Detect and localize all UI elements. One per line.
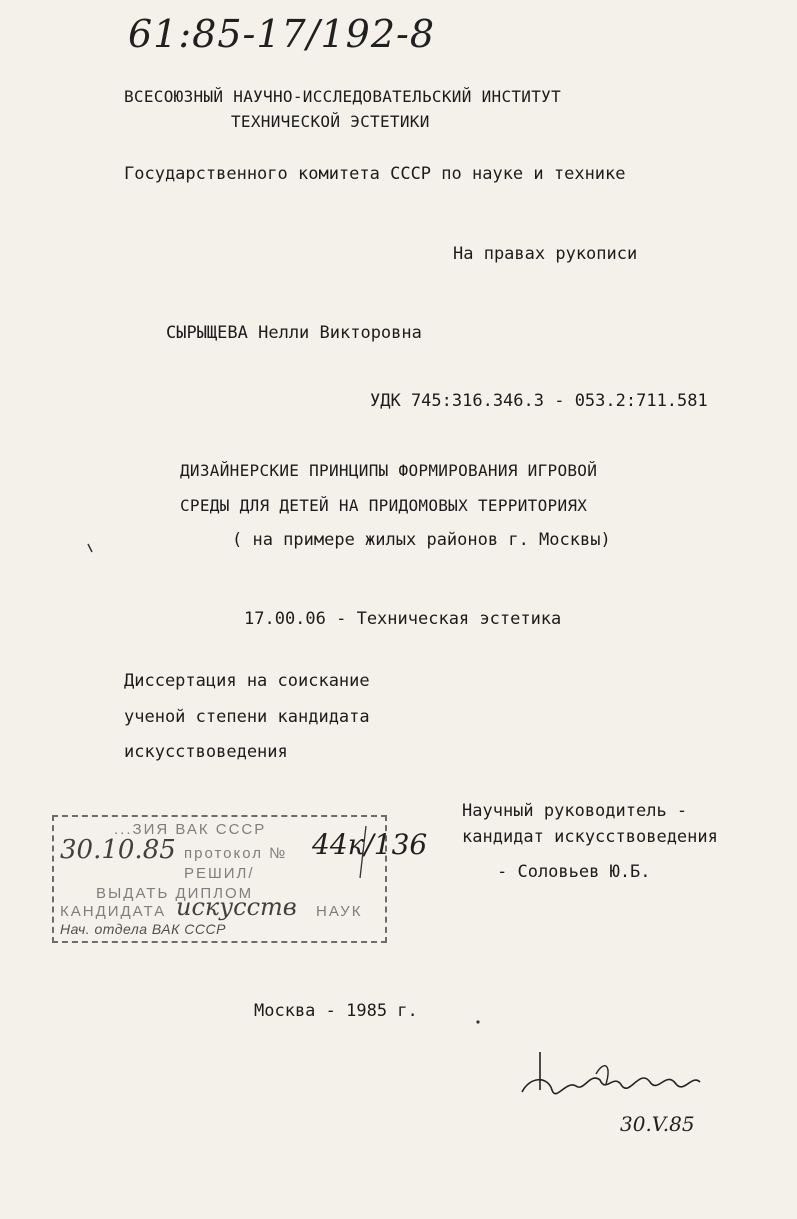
stamp-line-3: РЕШИЛ/	[184, 865, 255, 882]
stamp-date: 30.10.85	[60, 835, 176, 865]
city-year: Москва - 1985 г.	[254, 1001, 418, 1021]
committee-line: Государственного комитета СССР по науке и технике	[124, 164, 626, 184]
stamp-protocol-number: 44к/136	[312, 828, 428, 861]
stamp-line-6: Нач. отдела ВАК СССР	[60, 921, 226, 937]
thesis-title-line-2: СРЕДЫ ДЛЯ ДЕТЕЙ НА ПРИДОМОВЫХ ТЕРРИТОРИЯХ	[180, 496, 588, 515]
stamp-line-5-suffix: НАУК	[316, 903, 363, 920]
dissertation-line-3: искусствоведения	[124, 742, 288, 762]
udk-code: УДК 745:316.346.3 - 053.2:711.581	[370, 391, 708, 411]
stamp-line-5-prefix: КАНДИДАТА	[60, 903, 167, 920]
supervisor-line-1: Научный руководитель -	[462, 801, 688, 821]
manuscript-rights: На правах рукописи	[453, 244, 638, 264]
institute-line-1: ВСЕСОЮЗНЫЙ НАУЧНО-ИССЛЕДОВАТЕЛЬСКИЙ ИНСТИТУТ	[124, 87, 562, 106]
stamp-line-4: ВЫДАТЬ ДИПЛОМ	[96, 885, 254, 902]
dissertation-line-2: ученой степени кандидата	[124, 707, 370, 727]
dissertation-line-1: Диссертация на соискание	[124, 671, 370, 691]
institute-line-2: ТЕХНИЧЕСКОЙ ЭСТЕТИКИ	[231, 112, 430, 131]
specialty-code: 17.00.06 - Техническая эстетика	[244, 609, 562, 629]
stamp-line-1: ...ЗИЯ ВАК СССР	[114, 821, 267, 838]
author-name: СЫРЫЩЕВА Нелли Викторовна	[166, 323, 422, 343]
supervisor-line-3: - Соловьев Ю.Б.	[497, 862, 651, 882]
archive-code: 61:85-17/192-8	[128, 12, 436, 56]
signature-date: 30.V.85	[620, 1112, 695, 1136]
stamp-protocol-label: протокол №	[184, 845, 288, 862]
supervisor-line-2: кандидат искусствоведения	[462, 827, 718, 847]
stamp-handwritten-degree: искусств	[176, 893, 297, 921]
thesis-title-line-3: ( на примере жилых районов г. Москвы)	[232, 530, 611, 550]
thesis-title-line-1: ДИЗАЙНЕРСКИЕ ПРИНЦИПЫ ФОРМИРОВАНИЯ ИГРОВОЙ	[180, 461, 598, 480]
